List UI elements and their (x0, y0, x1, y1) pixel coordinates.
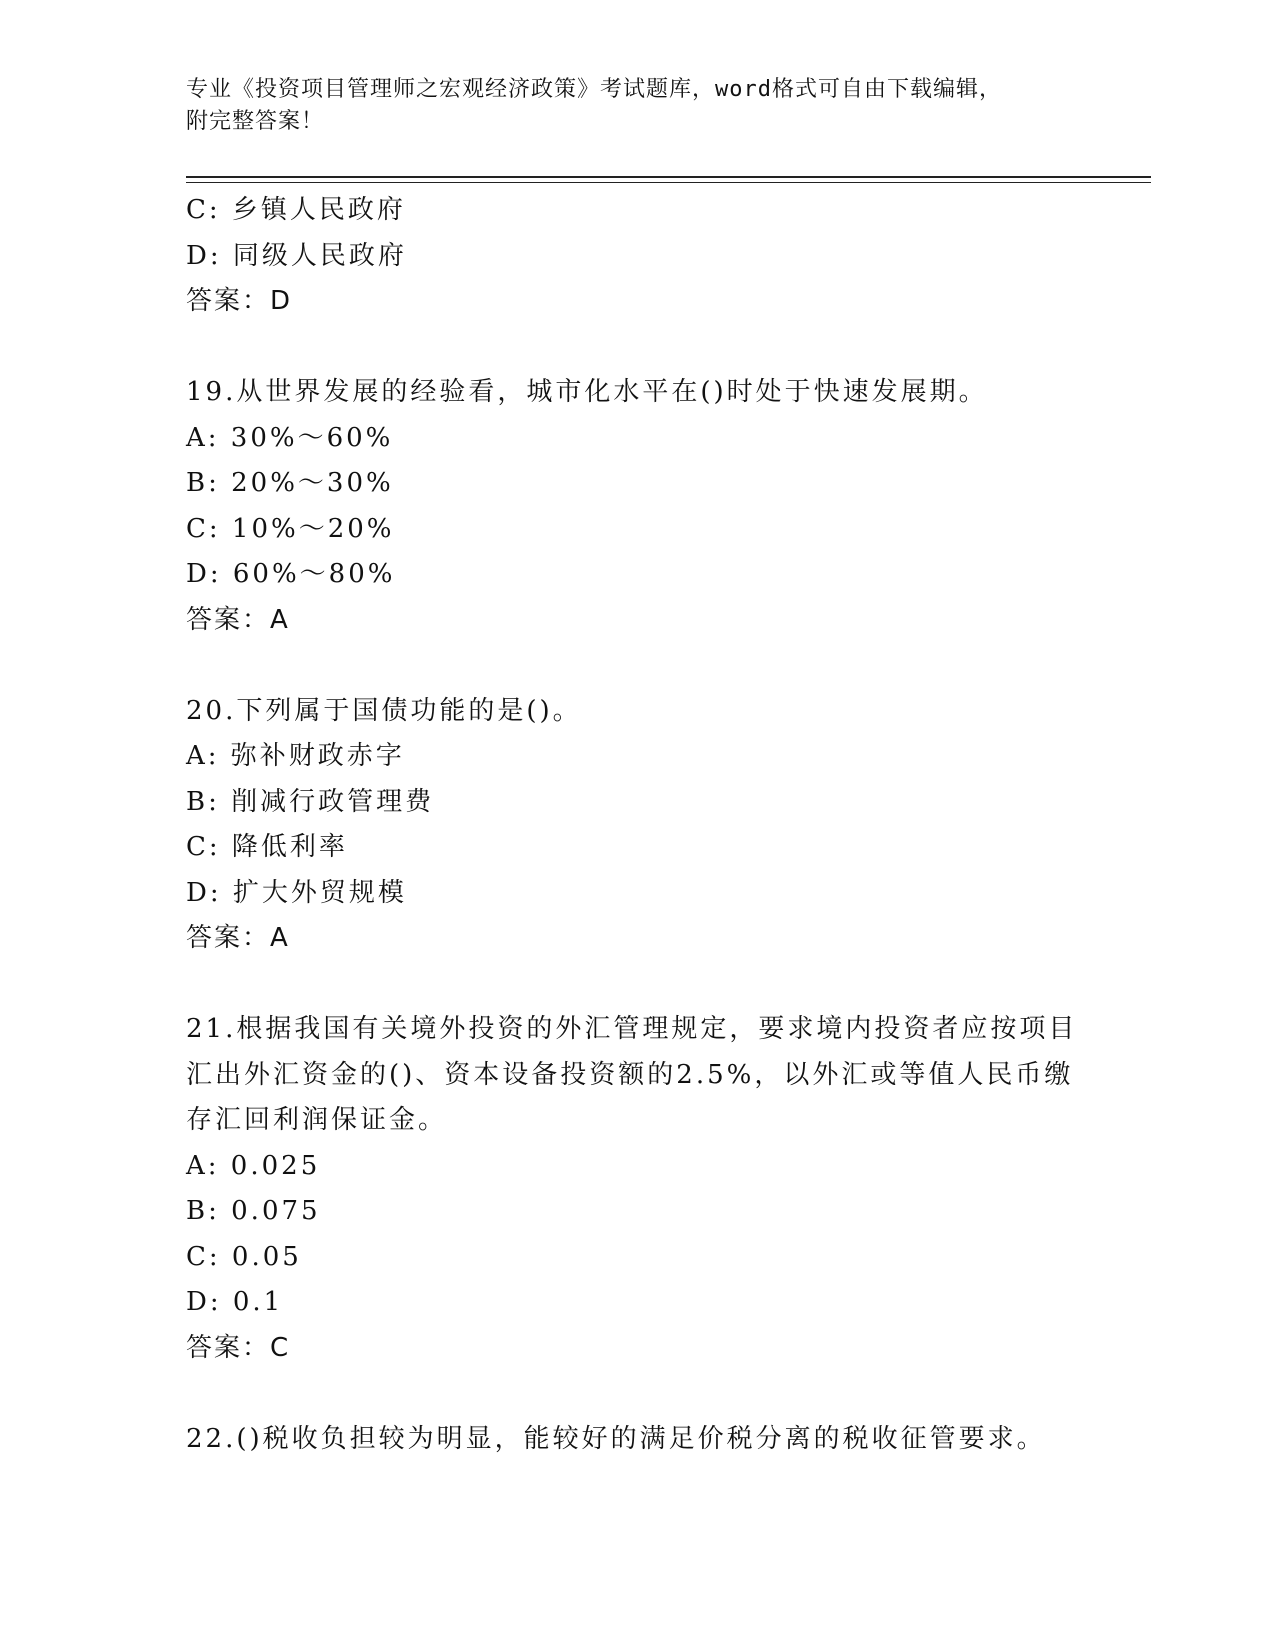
answer-line: 答案：A (186, 923, 290, 953)
spacer (186, 962, 1086, 1008)
question-stem-line-1: 21.根据我国有关境外投资的外汇管理规定，要求境内投资者应按项目 (186, 1014, 1078, 1044)
question-20 (186, 689, 1086, 962)
header-divider-thick (186, 176, 1151, 178)
option-d: D: 0.1 (186, 1287, 284, 1317)
option-b: B: 20%～30% (186, 468, 394, 498)
document-header (186, 74, 1166, 138)
spacer (186, 643, 1086, 689)
option-d: D: 扩大外贸规模 (186, 877, 407, 908)
option-c: C: 10%～20% (186, 513, 395, 544)
option-b: B: 削减行政管理费 (186, 786, 435, 817)
answer-line: 答案：C (186, 1332, 291, 1363)
option-a: A: 30%～60% (186, 422, 394, 453)
option-c: C: 0.05 (186, 1241, 302, 1272)
header-line-1: 专业《投资项目管理师之宏观经济政策》考试题库，word格式可自由下载编辑， (186, 77, 1002, 102)
question-stem: 20.下列属于国债功能的是()。 (186, 695, 582, 726)
option-a: A: 0.025 (186, 1150, 321, 1181)
option-b: B: 0.075 (186, 1196, 321, 1226)
header-divider-thin (186, 182, 1151, 183)
spacer (186, 1371, 1086, 1417)
question-stem (186, 1007, 1086, 1144)
question-18-tail (186, 188, 1086, 325)
question-19 (186, 370, 1086, 643)
question-list (186, 188, 1086, 1462)
question-stem: 19.从世界发展的经验看，城市化水平在()时处于快速发展期。 (186, 377, 988, 407)
question-stem: 22.()税收负担较为明显，能较好的满足价税分离的税收征管要求。 (186, 1423, 1046, 1454)
option-d: D: 同级人民政府 (186, 240, 407, 271)
option-d: D: 60%～80% (186, 559, 396, 589)
question-stem-line-2: 汇出外汇资金的()、资本设备投资额的2.5%，以外汇或等值人民币缴 (186, 1059, 1074, 1090)
option-c: C: 乡镇人民政府 (186, 195, 406, 225)
answer-line: 答案：A (186, 604, 290, 635)
spacer (186, 325, 1086, 371)
option-c: C: 降低利率 (186, 832, 348, 862)
answer-line: 答案：D (186, 286, 293, 316)
question-22 (186, 1417, 1086, 1463)
question-21 (186, 1007, 1086, 1371)
option-a: A: 弥补财政赤字 (186, 741, 405, 771)
header-line-2: 附完整答案！ (186, 109, 325, 134)
question-stem-line-3: 存汇回利润保证金。 (186, 1105, 448, 1135)
